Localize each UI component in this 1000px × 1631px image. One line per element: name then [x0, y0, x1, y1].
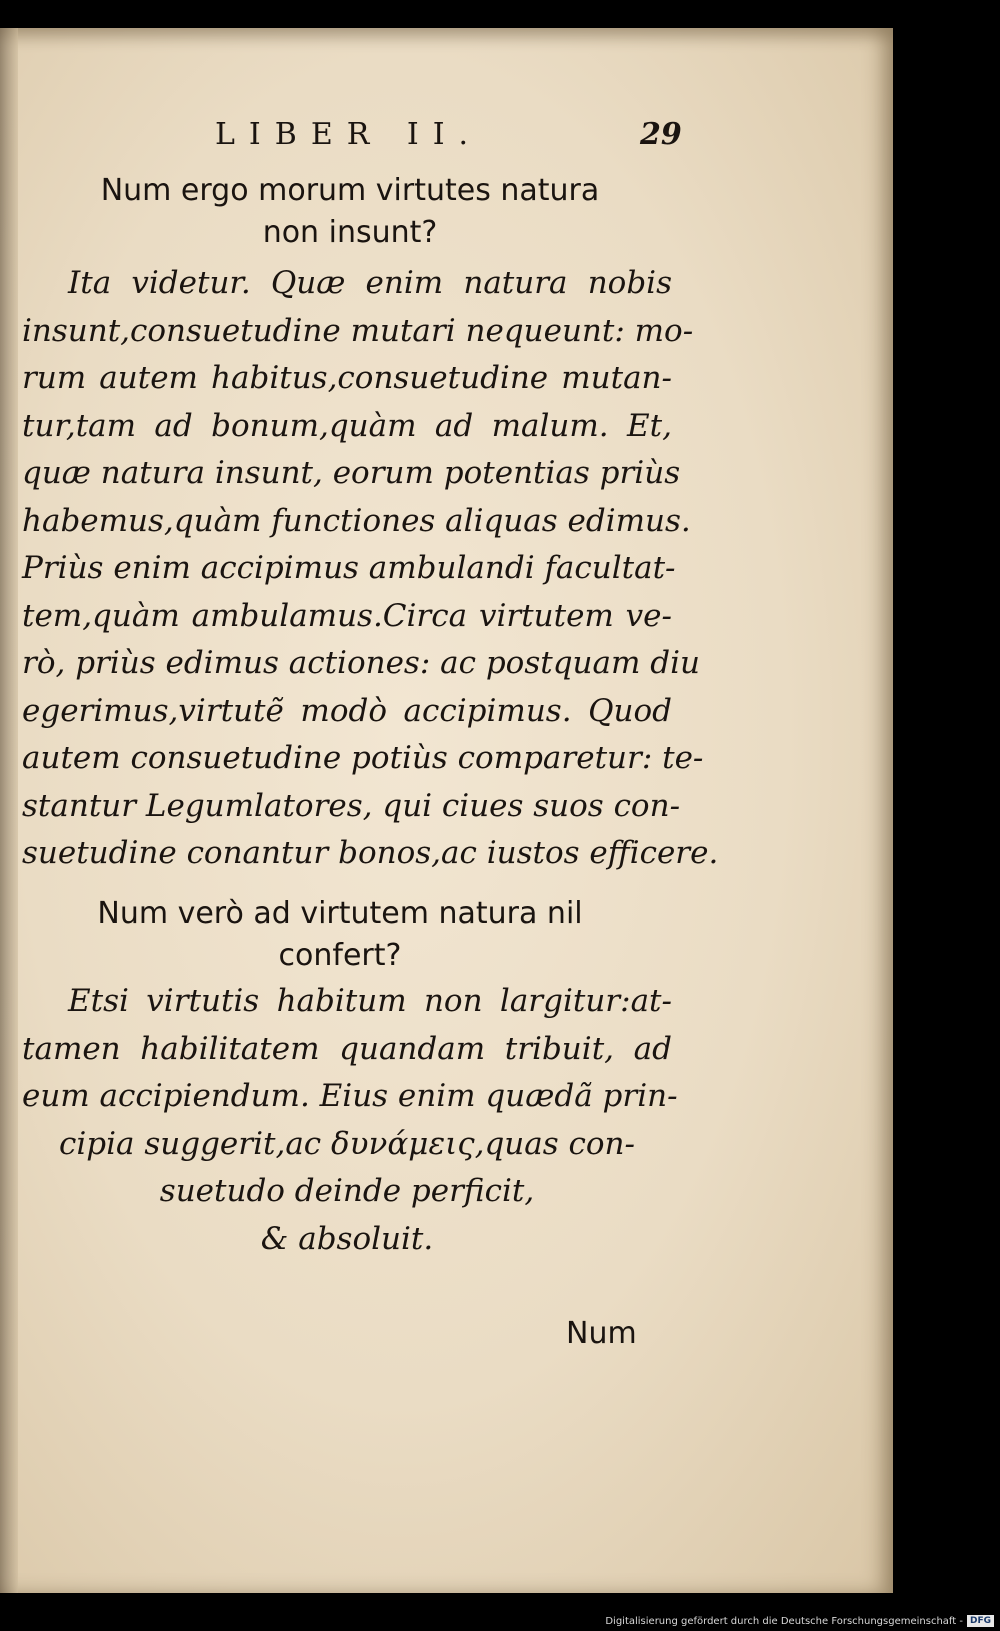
dfg-logo: DFG — [967, 1615, 994, 1627]
answer-line: quæ natura insunt, eorum potentias priùs — [22, 455, 681, 491]
question-line: Num verò ad virtutem natura nil — [97, 896, 583, 931]
answer-line: tur,tam ad bonum,quàm ad malum. Et, — [22, 407, 672, 444]
question-line: Num ergo morum virtutes natura — [100, 173, 600, 208]
answer-line: & absoluit. — [260, 1220, 434, 1257]
catchword: Num — [566, 1316, 637, 1351]
digitization-credit — [605, 1615, 994, 1627]
answer-paragraph-2 — [22, 978, 678, 1263]
answer-line: cipia suggerit,ac δυνάμεις,quas con- — [59, 1125, 635, 1162]
question-heading-2 — [60, 893, 620, 977]
answer-line: rò, priùs edimus actiones: ac postquam diu — [22, 645, 700, 681]
running-head: LIBER II. — [215, 117, 483, 152]
question-line: confert? — [278, 938, 402, 973]
page-gutter-shadow — [0, 28, 18, 1593]
answer-line: suetudo deinde perficit, — [159, 1173, 535, 1209]
answer-line: stantur Legumlatores, qui ciues suos con- — [22, 787, 681, 824]
answer-line: Priùs enim accipimus ambulandi facultat- — [22, 550, 676, 586]
answer-paragraph-1 — [22, 260, 719, 878]
answer-line: Etsi virtutis habitum non largitur:at- — [68, 983, 672, 1019]
answer-line: eum accipiendum. Eius enim quædã prin- — [22, 1078, 678, 1114]
answer-line: rum autem habitus,consuetudine mutan- — [22, 360, 672, 396]
answer-line: suetudine conantur bonos,ac iustos efficere. — [22, 835, 719, 871]
answer-line: habemus,quàm functiones aliquas edimus. — [22, 502, 691, 539]
answer-line: Ita videtur. Quæ enim natura nobis — [68, 265, 672, 301]
answer-line: autem consuetudine potiùs comparetur: te- — [22, 740, 704, 776]
answer-line: tamen habilitatem quandam tribuit, ad — [22, 1030, 672, 1067]
answer-line: tem,quàm ambulamus.Circa virtutem ve- — [22, 597, 672, 634]
page-number: 29 — [640, 117, 682, 152]
answer-line: egerimus,virtutẽ modò accipimus. Quod — [22, 692, 672, 729]
question-heading-1 — [80, 170, 620, 254]
answer-line: insunt,consuetudine mutari nequeunt: mo- — [22, 312, 694, 349]
question-line: non insunt? — [262, 215, 438, 250]
credit-text: Digitalisierung gefördert durch die Deutsche Forschungsgemeinschaft - — [605, 1615, 963, 1627]
